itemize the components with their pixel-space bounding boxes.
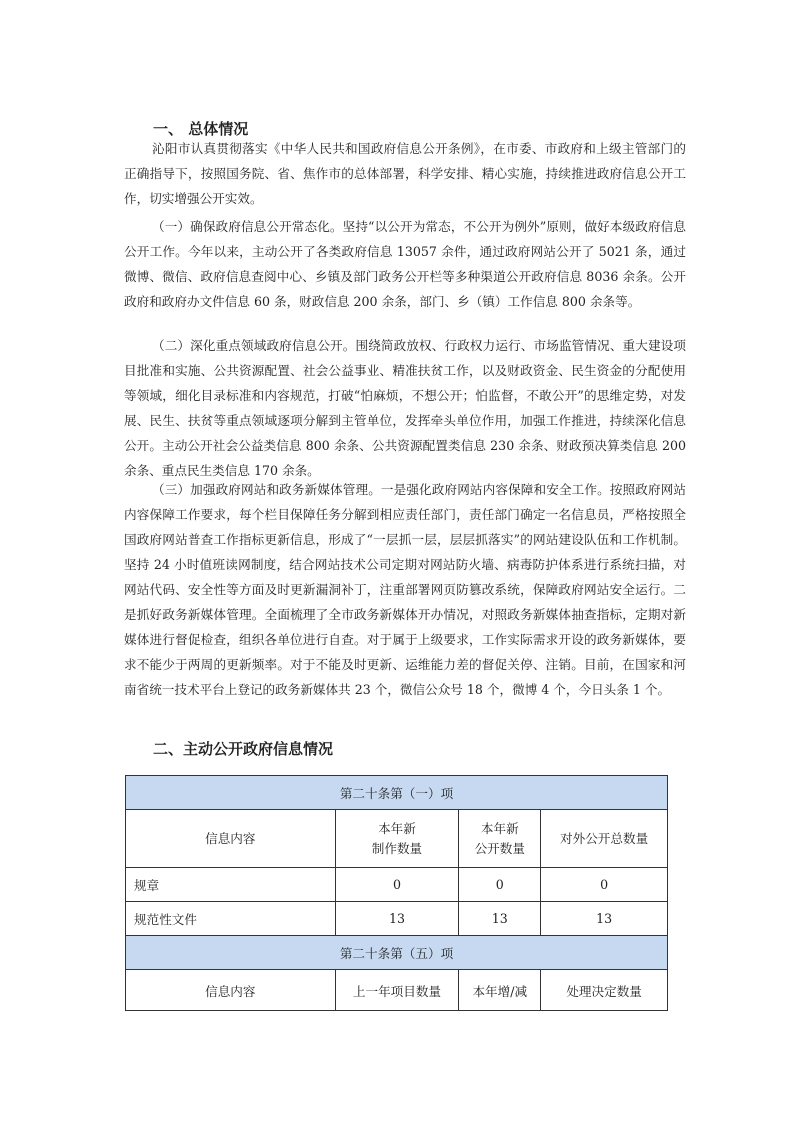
band-article-20-5: 第二十条第（五）项: [126, 936, 668, 970]
header-info-content: 信息内容: [126, 810, 336, 868]
item2-paragraph: （二）深化重点领域政府信息公开。围绕简政放权、行政权力运行、市场监管情况、重大建设项目批准和实施、公共资源配置、社会公益事业、精准扶贫工作，以及财政资金、民生资金的分配使用等领域，细化目录标准和内容规范，打破“怕麻烦，不想公开；怕监督，不敢公开”的思维定势，对发展、民生、扶贫等重点领域逐项分解到主管单位，发挥牵头单位作用，加强工作推进，持续深化信息公开。主动公开社会公益类信息 800 余条、公共资源配置类信息 230 余条、财政预决算类信息 200 余条、重点民生类信息 170 余条。: [124, 338, 686, 478]
intro-paragraph: 沁阳市认真贯彻落实《中华人民共和国政府信息公开条例》，在市委、市政府和上级主管部门的正确指导下，按照国务院、省、焦作市的总体部署，科学安排、精心实施，持续推进政府信息公开工作，切实增强公开实效。: [124, 141, 686, 206]
band-article-20-1: 第二十条第（一）项: [126, 776, 668, 810]
header-new-published-line1: 本年新: [480, 820, 519, 836]
table-row: [126, 902, 668, 936]
header2-info-content: 信息内容: [126, 970, 336, 1011]
section1-heading: 一、 总体情况: [153, 120, 249, 138]
header-total-public: 对外公开总数量: [541, 810, 668, 868]
header-new-published: [459, 810, 541, 868]
row-total: 13: [541, 902, 668, 936]
table-row: [126, 868, 668, 902]
table-header-row: [126, 810, 668, 868]
section2-heading: 二、主动公开政府信息情况: [153, 740, 334, 758]
header-new-made-line1: 本年新: [378, 820, 416, 836]
disclosure-table: [125, 775, 668, 1011]
row-name: 规范性文件: [126, 902, 336, 936]
row-published: 13: [459, 902, 541, 936]
row-published: 0: [459, 868, 541, 902]
header-new-made-line2: 制作数量: [371, 840, 423, 856]
row-name: 规章: [126, 868, 336, 902]
header2-prev-year-count: 上一年项目数量: [335, 970, 459, 1011]
row-total: 0: [541, 868, 668, 902]
item1-paragraph: （一）确保政府信息公开常态化。坚持“以公开为常态，不公开为例外”原则，做好本级政府信息公开工作。今年以来，主动公开了各类政府信息 13057 余件，通过政府网站公开了 5021 条，通过微博、微信、政府信息查阅中心、乡镇及部门政务公开栏等多种渠道公开政府信息 8036 余条。公开政府和政府办文件信息 60 条，财政信息 200 余条，部门、乡（镇）工作信息 800 余条等。: [124, 219, 686, 309]
header2-decision-count: 处理决定数量: [541, 970, 668, 1011]
item3-paragraph: （三）加强政府网站和政务新媒体管理。一是强化政府网站内容保障和安全工作。按照政府网站内容保障工作要求，每个栏目保障任务分解到相应责任部门，责任部门确定一名信息员，严格按照全国政府网站普查工作指标更新信息，形成了“一层抓一层，层层抓落实”的网站建设队伍和工作机制。坚持 24 小时值班读网制度，结合网站技术公司定期对网站防火墙、病毒防护体系进行系统扫描，对网站代码、安全性等方面及时更新漏洞补丁，注重部署网页防篡改系统，保障政府网站安全运行。二是抓好政务新媒体管理。全面梳理了全市政务新媒体开办情况，对照政务新媒体抽查指标，定期对新媒体进行督促检查，组织各单位进行自查。对于属于上级要求，工作实际需求开设的政务新媒体，要求不能少于两周的更新频率。对于不能及时更新、运维能力差的督促关停、注销。目前，在国家和河南省统一技术平台上登记的政务新媒体共 23 个，微信公众号 18 个，微博 4 个，今日头条 1 个。: [124, 482, 686, 697]
table-band-row: [126, 936, 668, 970]
row-made: 13: [335, 902, 459, 936]
header-new-made: [335, 810, 459, 868]
header2-change: 本年增/减: [459, 970, 541, 1011]
table-header-row: [126, 970, 668, 1011]
header-new-published-line2: 公开数量: [474, 840, 525, 856]
row-made: 0: [335, 868, 459, 902]
table-band-row: [126, 776, 668, 810]
